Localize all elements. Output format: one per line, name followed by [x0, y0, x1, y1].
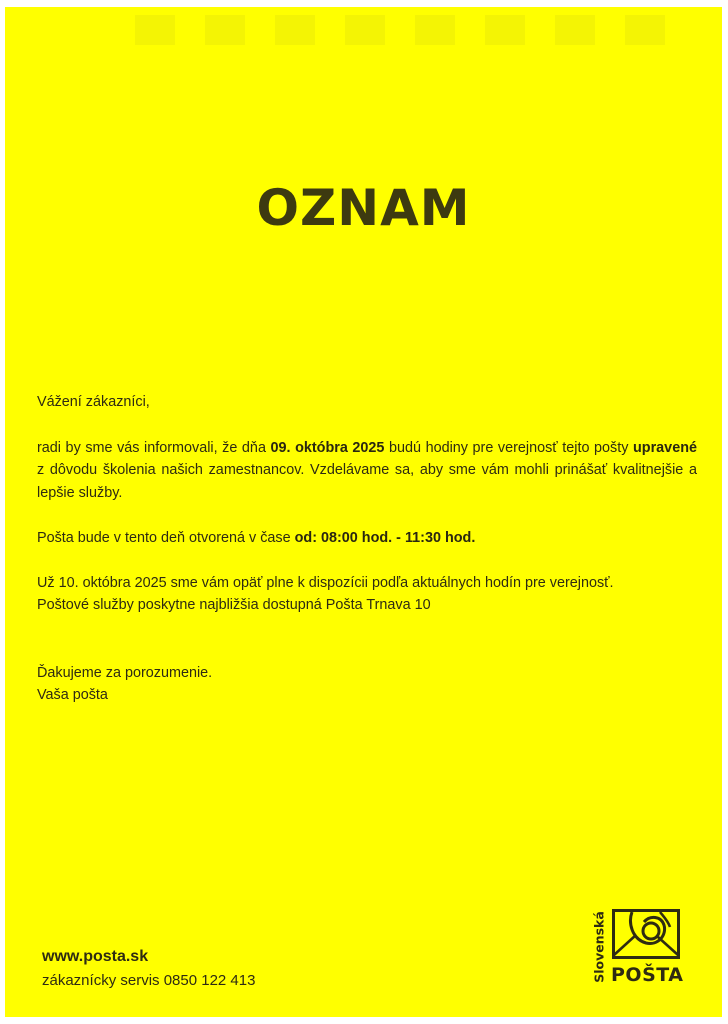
logo-wordmark: POŠTA	[611, 964, 684, 986]
training-date	[271, 440, 385, 456]
customer-service-phone: zákaznícky servis 0850 122 413	[42, 972, 256, 989]
training-date-text: 09. októbra 2025	[270, 439, 385, 456]
paragraph1-part1: radi by sme vás informovali, že dňa	[37, 439, 271, 456]
paragraph-alternative-office: Poštové služby poskytne najbližšia dostupná Pošta Trnava 10	[37, 597, 431, 613]
footer-contact	[42, 945, 255, 993]
greeting: Vážení zákazníci,	[37, 394, 150, 410]
logo-vertical-label: Slovenská	[591, 911, 607, 983]
paragraph-return-date: Už 10. októbra 2025 sme vám opäť plne k dispozícii podľa aktuálnych hodín pre verejnosť.	[37, 574, 614, 591]
notice-body	[37, 391, 697, 707]
website-link[interactable]: www.posta.sk	[42, 948, 149, 965]
closing-signature: Vaša pošta	[37, 687, 108, 703]
scan-artifacts	[135, 15, 695, 45]
opening-hours-value: od: 08:00 hod. - 11:30 hod.	[294, 530, 476, 546]
opening-hours-text: Pošta bude v tento deň otvorená v čase	[37, 530, 295, 546]
post-horn-envelope-icon	[612, 909, 680, 959]
closing-thanks: Ďakujeme za porozumenie.	[37, 664, 213, 681]
paragraph1-part3: z dôvodu školenia našich zamestnancov. Vzdelávame sa, aby sme vám mohli prinášať kvalitnejšie a lepšie služby.	[37, 462, 697, 501]
notice-title: OZNAM	[256, 179, 471, 237]
logo-vertical-text	[591, 904, 607, 990]
slovenska-posta-logo	[593, 904, 689, 992]
paragraph1-part2: budú hodiny pre verejnosť tejto pošty	[384, 439, 633, 456]
paragraph-training-notice	[37, 437, 697, 505]
modified-emphasis: upravené	[633, 439, 697, 456]
notice-page	[5, 7, 722, 1017]
paragraph-opening-hours	[37, 527, 697, 550]
